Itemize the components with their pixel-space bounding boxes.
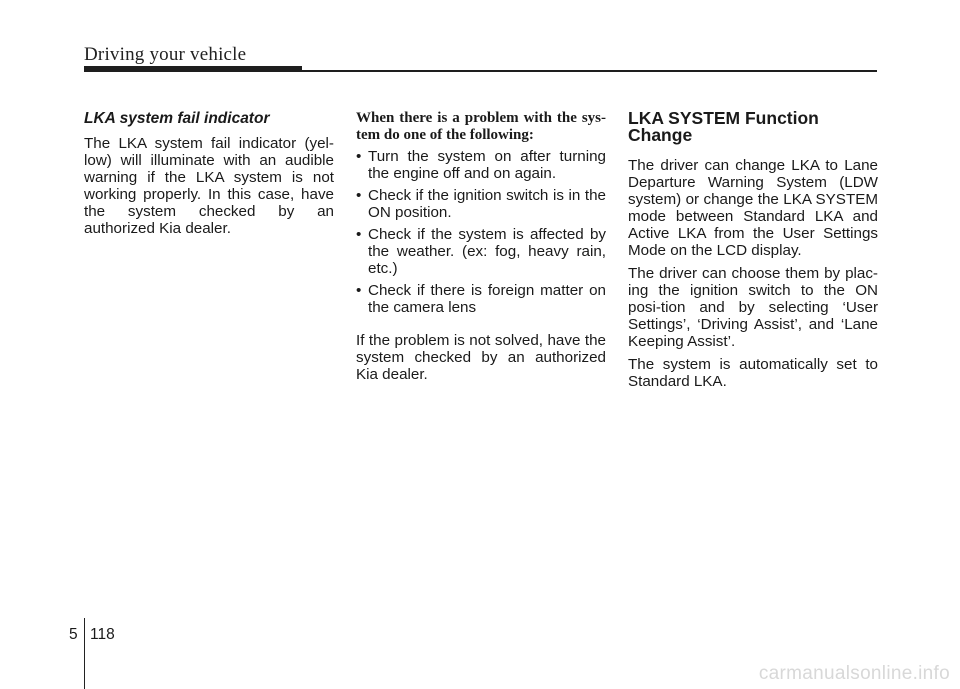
column-left	[84, 110, 334, 243]
list-item-text: Turn the system on after turning the engine off and on again.	[368, 148, 606, 182]
list-item	[356, 187, 606, 221]
bullet-icon: •	[356, 148, 362, 165]
list-item-text: Check if there is foreign matter on the camera lens	[368, 282, 606, 316]
chapter-number: 5	[69, 626, 78, 643]
footer-divider	[84, 618, 85, 689]
problem-lead-text: When there is a problem with the sys-tem do one of the following:	[356, 110, 606, 143]
list-item-text: Check if the ignition switch is in the ON position.	[368, 187, 606, 221]
list-item-text: Check if the system is affected by the weather. (ex: fog, heavy rain, etc.)	[368, 226, 606, 277]
bullet-icon: •	[356, 187, 362, 204]
watermark-text: carmanualsonline.info	[758, 663, 950, 684]
function-change-paragraph: The system is automatically set to Standard LKA.	[628, 356, 878, 390]
column-right	[628, 110, 878, 396]
function-change-heading: LKA SYSTEM Function Change	[628, 108, 819, 145]
column-middle	[356, 110, 606, 389]
list-item	[356, 226, 606, 277]
function-change-paragraph: The driver can change LKA to Lane Departure Warning System (LDW system) or change the LKA SYSTEM mode between Standard LKA and Active LKA from the User Settings Mode on the LCD display.	[628, 157, 878, 259]
function-change-paragraph: The driver can choose them by plac-ing the ignition switch to the ON posi-tion and by selecting ‘User Settings’, ‘Driving Assist’, and ‘Lane Keeping Assist’.	[628, 265, 878, 350]
header-rule-thick	[84, 66, 302, 72]
bullet-icon: •	[356, 282, 362, 299]
header-rule-thin	[302, 70, 877, 72]
list-item	[356, 148, 606, 182]
lka-fail-indicator-subheading: LKA system fail indicator	[84, 110, 270, 127]
lka-fail-indicator-paragraph: The LKA system fail indicator (yel-low) will illuminate with an audible warning if the LKA system is not working properly. In this case, have the system checked by an authorized Kia dealer.	[84, 135, 334, 237]
troubleshooting-list	[356, 148, 606, 316]
list-item	[356, 282, 606, 316]
unsolved-problem-paragraph: If the problem is not solved, have the system checked by an authorized Kia dealer.	[356, 332, 606, 383]
section-title: Driving your vehicle	[84, 44, 247, 65]
bullet-icon: •	[356, 226, 362, 243]
page-number: 118	[90, 626, 115, 643]
